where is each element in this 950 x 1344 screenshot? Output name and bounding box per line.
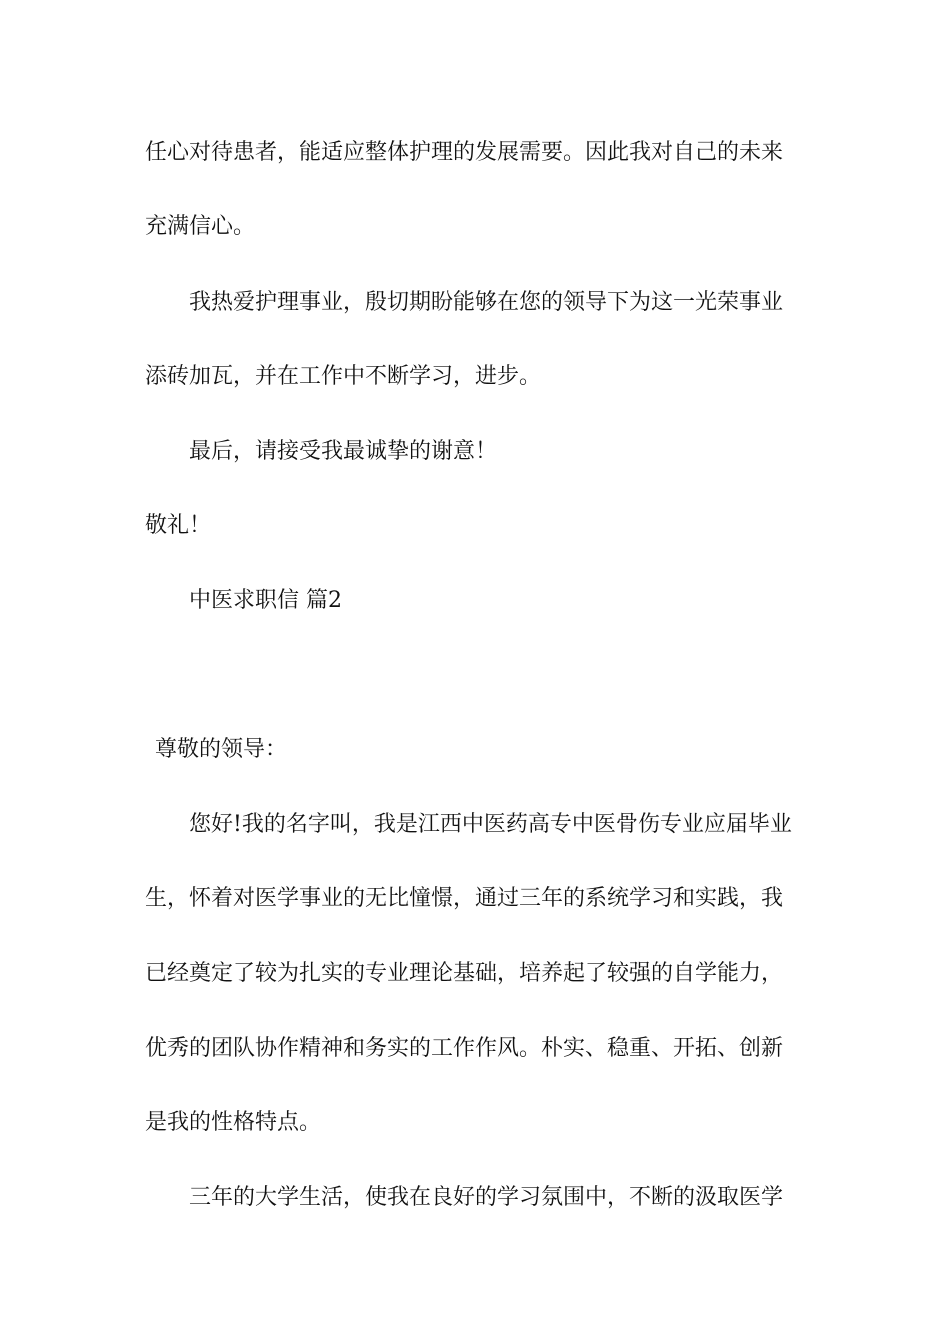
paragraph-line: 是我的性格特点。 bbox=[145, 1110, 322, 1135]
paragraph-line: 生，怀着对医学事业的无比憧憬，通过三年的系统学习和实践，我 bbox=[145, 886, 784, 911]
paragraph-line: 任心对待患者，能适应整体护理的发展需要。因此我对自己的未来 bbox=[145, 140, 784, 165]
paragraph-line: 添砖加瓦，并在工作中不断学习，进步。 bbox=[145, 364, 542, 389]
paragraph-line: 我热爱护理事业，殷切期盼能够在您的领导下为这一光荣事业 bbox=[189, 290, 784, 315]
section-heading: 中医求职信 篇2 bbox=[189, 588, 342, 613]
paragraph-line: 您好!我的名字叫，我是江西中医药高专中医骨伤专业应届毕业 bbox=[189, 812, 792, 837]
closing-thanks: 最后，请接受我最诚挚的谢意！ bbox=[189, 439, 498, 464]
paragraph-line: 充满信心。 bbox=[145, 214, 256, 239]
paragraph-line: 优秀的团队协作精神和务实的工作作风。朴实、稳重、开拓、创新 bbox=[145, 1036, 784, 1061]
paragraph-line: 已经奠定了较为扎实的专业理论基础，培养起了较强的自学能力， bbox=[145, 961, 784, 986]
salutation-closing: 敬礼！ bbox=[145, 513, 212, 538]
letter-greeting: 尊敬的领导： bbox=[155, 737, 288, 762]
paragraph-line: 三年的大学生活，使我在良好的学习氛围中，不断的汲取医学 bbox=[189, 1185, 784, 1210]
